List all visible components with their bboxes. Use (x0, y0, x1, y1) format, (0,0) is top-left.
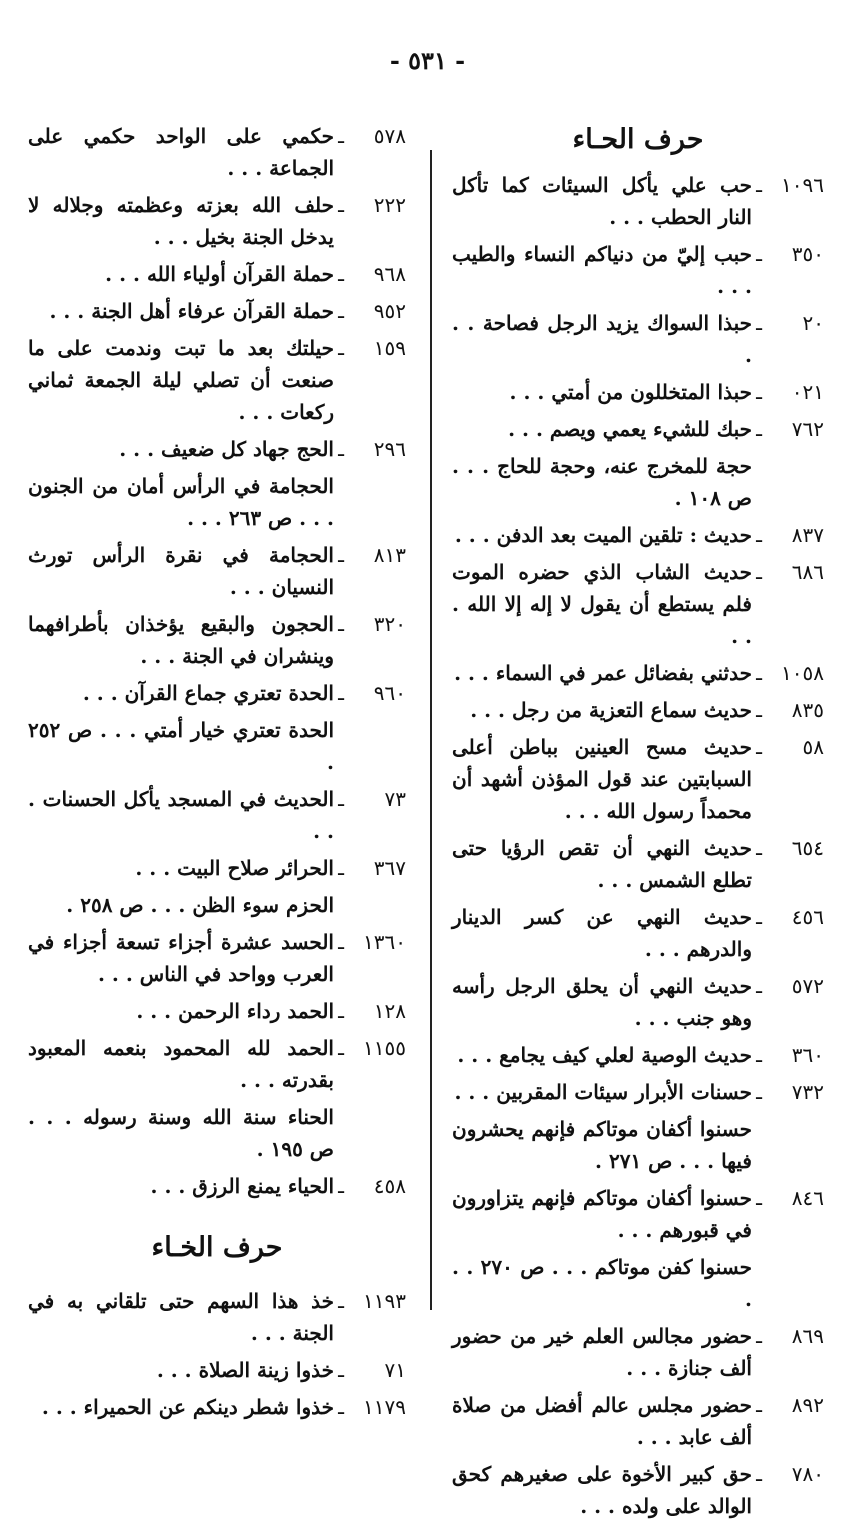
entry-number: ٨٦٩ (791, 1324, 824, 1348)
entry-text: الحرائر صلاح البيت . . . (135, 856, 334, 880)
index-entry (28, 539, 406, 603)
entry-text: حضور مجالس العلم خير من حضور ألف جنازة . . . (452, 1324, 752, 1380)
entry-dash: ـ (338, 1036, 344, 1060)
entry-dash: ـ (338, 299, 344, 323)
entry-number: ٥٧٢ (791, 974, 824, 998)
entry-number: ٨٣٧ (791, 523, 824, 547)
entry-text: الحسد عشرة أجزاء تسعة أجزاء في العرب وواحد في الناس . . . (28, 930, 334, 986)
index-entry (28, 608, 406, 672)
index-entry (452, 519, 824, 551)
entry-text: الحج جهاد كل ضعيف . . . (119, 437, 334, 461)
entry-text: حلف الله بعزته وعظمته وجلاله لا يدخل الجنة بخيل . . . (28, 193, 334, 249)
entry-text: حديث : تلقين الميت بعد الدفن . . . (454, 523, 752, 547)
entry-text: حضور مجلس عالم أفضل من صلاة ألف عابد . . . (452, 1393, 752, 1449)
entry-dash: ـ (756, 417, 762, 441)
entry-number: ١٠٥٨ (781, 661, 824, 685)
entry-dash: ـ (338, 1289, 344, 1313)
index-entry (28, 1285, 406, 1349)
entry-number: ١١٩٣ (363, 1289, 406, 1313)
section-title-kha: حرف الخـاء (151, 1232, 283, 1263)
index-entry (28, 1391, 406, 1423)
index-entry (452, 169, 824, 233)
index-entry (452, 1251, 824, 1315)
entry-dash: ـ (756, 242, 762, 266)
entry-dash: ـ (756, 1393, 762, 1417)
index-entry (452, 970, 824, 1034)
index-entry (452, 1182, 824, 1246)
entry-text: حسنوا كفن موتاكم . . . ص ٢٧٠ . . . (452, 1255, 752, 1311)
index-entry (452, 450, 824, 514)
entry-dash: ـ (756, 974, 762, 998)
entry-text: الحمد لله المحمود بنعمه المعبود بقدرته . . . (28, 1036, 334, 1092)
entry-text: الحدة تعتري جماع القرآن . . . (82, 681, 334, 705)
entry-text: حملة القرآن أولياء الله . . . (105, 262, 334, 286)
entry-text: حديث النهي أن يحلق الرجل رأسه وهو جنب . . . (452, 974, 752, 1030)
index-entry (452, 657, 824, 689)
index-entry (452, 1458, 824, 1522)
entry-number: ١٣٦٠ (363, 930, 406, 954)
index-entry (28, 295, 406, 327)
entry-number: ١٥٩ (373, 336, 406, 360)
entry-dash: ـ (756, 661, 762, 685)
entry-number: ٦٥٤ (791, 836, 824, 860)
entry-dash: ـ (338, 856, 344, 880)
left-entries-ha-list (28, 120, 406, 1202)
entry-text: حديث الوصية لعلي كيف يجامع . . . (457, 1043, 752, 1067)
entry-dash: ـ (756, 1186, 762, 1210)
entry-text: حبب إليّ من دنياكم النساء والطيب . . . (452, 242, 752, 298)
entry-number: ٢٠ (802, 311, 824, 335)
entry-dash: ـ (338, 262, 344, 286)
entry-number: ٩٦٨ (373, 262, 406, 286)
entry-number: ١١٧٩ (363, 1395, 406, 1419)
entry-number: ٤٥٨ (373, 1174, 406, 1198)
index-entry (28, 1101, 406, 1165)
entry-text: الحجامة في الرأس أمان من الجنون . . . ص ٢٦٣ . . . (28, 474, 334, 530)
entry-text: الحديث في المسجد يأكل الحسنات . . . (28, 787, 334, 843)
entry-dash: ـ (338, 543, 344, 567)
index-entry (28, 332, 406, 428)
entry-dash: ـ (338, 336, 344, 360)
entry-dash: ـ (338, 1395, 344, 1419)
entry-dash: ـ (756, 735, 762, 759)
entry-text: خذوا زينة الصلاة . . . (156, 1358, 334, 1382)
index-entry (452, 413, 824, 445)
entry-number: ٠٢١ (791, 380, 824, 404)
entry-number: ٨٤٦ (791, 1186, 824, 1210)
entry-text: حيلتك بعد ما تبت وندمت على ما صنعت أن تصلي ليلة الجمعة ثماني ركعات . . . (28, 336, 334, 424)
entry-text: الحياء يمنع الرزق . . . (150, 1174, 334, 1198)
entry-dash: ـ (338, 999, 344, 1023)
index-entry (28, 1170, 406, 1202)
entry-number: ٨١٣ (373, 543, 406, 567)
entry-dash: ـ (756, 905, 762, 929)
index-entry (28, 714, 406, 778)
entry-number: ٧١ (384, 1358, 406, 1382)
entry-number: ١٠٩٦ (781, 173, 824, 197)
entry-dash: ـ (756, 698, 762, 722)
entry-dash: ـ (756, 1324, 762, 1348)
entry-text: خذ هذا السهم حتى تلقاني به في الجنة . . . (28, 1289, 334, 1345)
entry-number: ٤٥٦ (791, 905, 824, 929)
index-entry (28, 1354, 406, 1386)
index-entry (28, 926, 406, 990)
entry-dash: ـ (338, 1174, 344, 1198)
index-entry (452, 1389, 824, 1453)
index-entry (28, 677, 406, 709)
entry-text: حق كبير الأخوة على صغيرهم كحق الوالد على ولده . . . (452, 1462, 752, 1518)
entry-number: ٢٩٦ (373, 437, 406, 461)
entry-dash (334, 714, 348, 778)
entry-number: ٧٦٢ (791, 417, 824, 441)
index-entry (28, 258, 406, 290)
index-entry (452, 238, 824, 302)
entry-text: الحجامة في نقرة الرأس تورث النسيان . . . (28, 543, 334, 599)
entry-number: ٣٥٠ (791, 242, 824, 266)
entry-dash: ـ (338, 787, 344, 811)
entry-dash: ـ (756, 560, 762, 584)
entry-text: الحزم سوء الظن . . . ص ٢٥٨ . (66, 893, 334, 917)
entry-text: حديث النهي أن تقص الرؤيا حتى تطلع الشمس . . . (452, 836, 752, 892)
entry-text: حديث النهي عن كسر الدينار والدرهم . . . (452, 905, 752, 961)
entry-text: حسنات الأبرار سيئات المقربين . . . (454, 1080, 752, 1104)
index-entry (28, 995, 406, 1027)
index-entry (452, 694, 824, 726)
entry-dash (334, 1101, 348, 1165)
entry-text: حب علي يأكل السيئات كما تأكل النار الحطب . . . (452, 173, 752, 229)
entry-dash: ـ (756, 1462, 762, 1486)
entry-text: حديث سماع التعزية من رجل . . . (470, 698, 752, 722)
index-entry (452, 832, 824, 896)
right-entries-list (452, 169, 824, 1522)
entry-dash (334, 470, 348, 534)
entry-number: ٣٦٧ (373, 856, 406, 880)
entry-dash (334, 889, 348, 921)
entry-text: الحجون والبقيع يؤخذان بأطرافهما وينشران في الجنة . . . (28, 612, 334, 668)
entry-text: حدثني بفضائل عمر في السماء . . . (454, 661, 752, 685)
section-title-ha: حرف الحـاء (572, 124, 704, 155)
entry-text: حكمي على الواحد حكمي على الجماعة . . . (28, 124, 334, 180)
entry-text: حسنوا أكفان موتاكم فإنهم يتزاورون في قبورهم . . . (452, 1186, 752, 1242)
entry-number: ٥٧٨ (373, 124, 406, 148)
entry-number: ٩٥٢ (373, 299, 406, 323)
entry-text: حبك للشيء يعمي ويصم . . . (508, 417, 752, 441)
entry-text: خذوا شطر دينكم عن الحميراء . . . (41, 1395, 334, 1419)
index-entry (28, 1032, 406, 1096)
entry-number: ١١٥٥ (363, 1036, 406, 1060)
entry-dash: ـ (756, 836, 762, 860)
index-entry (28, 852, 406, 884)
entry-text: حملة القرآن عرفاء أهل الجنة . . . (49, 299, 334, 323)
index-entry (28, 189, 406, 253)
entry-dash: ـ (338, 437, 344, 461)
entry-dash: ـ (338, 1358, 344, 1382)
entry-number: ٧٣٢ (791, 1080, 824, 1104)
entry-number: ٩٦٠ (373, 681, 406, 705)
entry-dash: ـ (756, 523, 762, 547)
entry-dash (752, 1251, 766, 1315)
index-entry (452, 731, 824, 827)
entry-text: الحدة تعتري خيار أمتي . . . ص ٢٥٢ . (28, 718, 334, 774)
entry-text: حبذا السواك يزيد الرجل فصاحة . . . (452, 311, 752, 367)
entry-dash: ـ (338, 681, 344, 705)
entry-dash (752, 1113, 766, 1177)
index-entry (452, 1113, 824, 1177)
left-column (28, 120, 406, 1428)
entry-dash: ـ (338, 193, 344, 217)
entry-text: حبذا المتخللون من أمتي . . . (509, 380, 752, 404)
entry-text: حديث مسح العينين بباطن أعلى السبابتين عند قول المؤذن أشهد أن محمداً رسول الله . . . (452, 735, 752, 823)
index-entry (28, 433, 406, 465)
index-entry (452, 376, 824, 408)
entry-number: ١٢٨ (373, 999, 406, 1023)
index-entry (28, 889, 406, 921)
entry-dash (752, 450, 766, 514)
entry-number: ٨٣٥ (791, 698, 824, 722)
index-entry (452, 1076, 824, 1108)
entry-text: الحمد رداء الرحمن . . . (136, 999, 334, 1023)
column-divider (430, 150, 432, 1310)
entry-dash: ـ (756, 1080, 762, 1104)
index-entry (28, 470, 406, 534)
entry-text: حسنوا أكفان موتاكم فإنهم يحشرون فيها . . . ص ٢٧١ . (452, 1117, 752, 1173)
entry-text: حديث الشاب الذي حضره الموت فلم يستطع أن يقول لا إله إلا الله . . . (452, 560, 752, 648)
right-column (452, 120, 824, 1527)
entry-dash: ـ (756, 173, 762, 197)
entry-dash: ـ (756, 311, 762, 335)
entry-number: ٨٩٢ (791, 1393, 824, 1417)
entry-number: ٣٦٠ (791, 1043, 824, 1067)
entry-number: ٣٢٠ (373, 612, 406, 636)
entry-number: ٧٨٠ (791, 1462, 824, 1486)
entry-dash: ـ (756, 380, 762, 404)
index-entry (452, 1320, 824, 1384)
entry-dash: ـ (338, 930, 344, 954)
index-entry (28, 120, 406, 184)
entry-text: حجة للمخرج عنه، وحجة للحاج . . . ص ١٠٨ . (452, 454, 752, 510)
entry-dash: ـ (338, 124, 344, 148)
entry-text: الحناء سنة الله وسنة رسوله . . . ص ١٩٥ . (28, 1105, 334, 1161)
entry-number: ٢٢٢ (373, 193, 406, 217)
index-entry (452, 901, 824, 965)
index-entry (452, 1039, 824, 1071)
entry-dash: ـ (338, 612, 344, 636)
page-number: - ٥٣١ - (389, 46, 466, 75)
left-entries-kha-list (28, 1285, 406, 1423)
index-entry (28, 783, 406, 847)
entry-number: ٧٣ (384, 787, 406, 811)
entry-number: ٥٨ (802, 735, 824, 759)
index-entry (452, 307, 824, 371)
index-entry (452, 556, 824, 652)
entry-number: ٦٨٦ (791, 560, 824, 584)
entry-dash: ـ (756, 1043, 762, 1067)
